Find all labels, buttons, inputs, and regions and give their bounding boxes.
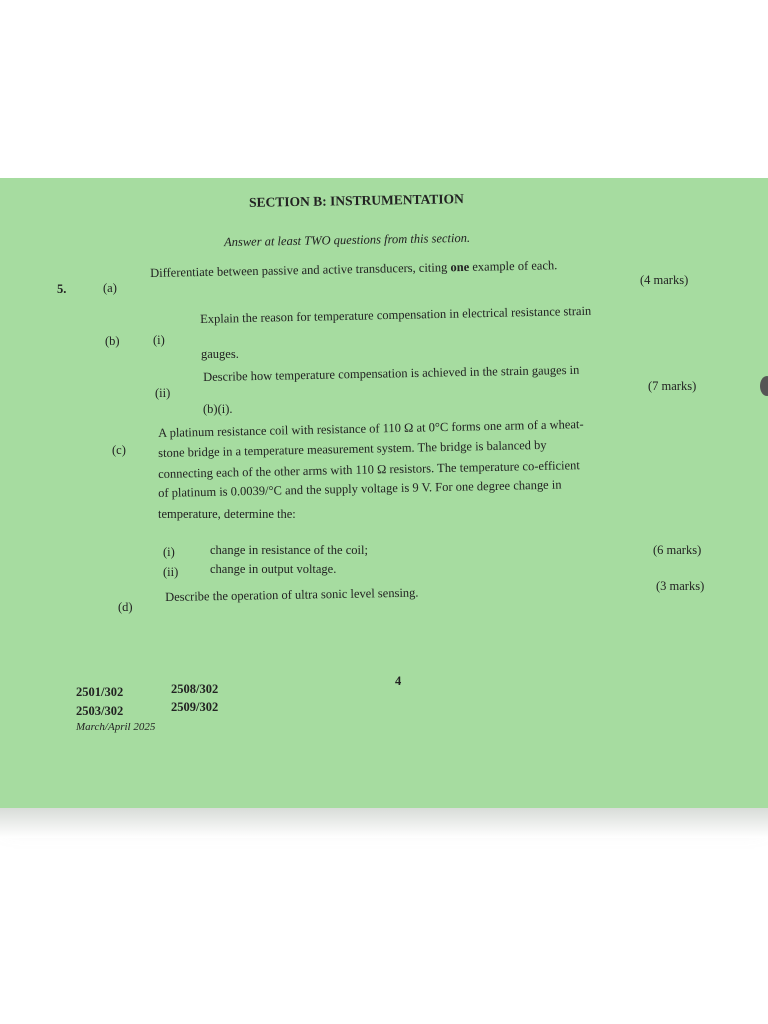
part-c-label: (c) xyxy=(112,443,126,457)
part-c-ii-label: (ii) xyxy=(163,565,179,579)
part-a-marks: (4 marks) xyxy=(640,273,689,287)
part-c-line5: temperature, determine the: xyxy=(158,507,296,521)
binder-hole xyxy=(760,376,768,396)
part-b-label: (b) xyxy=(105,334,120,348)
part-c-line1: A platinum resistance coil with resistance of 110 Ω at 0°C forms one arm of a wheat- xyxy=(158,417,584,440)
part-d-label: (d) xyxy=(118,600,133,614)
section-instruction: Answer at least TWO questions from this section. xyxy=(223,230,471,250)
part-d-marks: (3 marks) xyxy=(656,579,705,593)
part-d-text: Describe the operation of ultra sonic level sensing. xyxy=(165,585,419,604)
part-c-i-label: (i) xyxy=(163,545,175,559)
part-a-label: (a) xyxy=(103,281,117,295)
part-b-i-line1: Explain the reason for temperature compensation in electrical resistance strain xyxy=(200,303,592,326)
page-number: 4 xyxy=(395,674,402,688)
paper-code-2: 2508/302 xyxy=(171,682,219,696)
paper-code-3: 2503/302 xyxy=(76,704,124,718)
part-c-i-text: change in resistance of the coil; xyxy=(210,543,368,557)
section-title: SECTION B: INSTRUMENTATION xyxy=(248,191,464,210)
part-c-ii-text: change in output voltage. xyxy=(210,562,337,576)
part-b-ii-line1: Describe how temperature compensation is achieved in the strain gauges in xyxy=(203,362,580,384)
part-c-marks: (6 marks) xyxy=(653,543,702,557)
part-b-ii-label: (ii) xyxy=(155,386,171,400)
exam-date: March/April 2025 xyxy=(76,721,156,733)
paper-shadow xyxy=(0,808,768,838)
part-c-line2: stone bridge in a temperature measurement system. The bridge is balanced by xyxy=(158,437,547,460)
part-b-i-line2: gauges. xyxy=(201,347,239,361)
part-a-text: Differentiate between passive and active transducers, citing one example of each. xyxy=(150,258,558,280)
paper-code-4: 2509/302 xyxy=(171,700,219,714)
part-b-i-label: (i) xyxy=(153,333,165,347)
part-b-marks: (7 marks) xyxy=(648,379,697,393)
question-number: 5. xyxy=(57,282,67,296)
part-c-line4: of platinum is 0.0039/°C and the supply voltage is 9 V. For one degree change in xyxy=(158,477,562,500)
paper-code-1: 2501/302 xyxy=(76,685,124,699)
part-b-ii-line2: (b)(i). xyxy=(203,402,233,416)
part-c-line3: connecting each of the other arms with 110 Ω resistors. The temperature co-efficient xyxy=(158,458,580,481)
